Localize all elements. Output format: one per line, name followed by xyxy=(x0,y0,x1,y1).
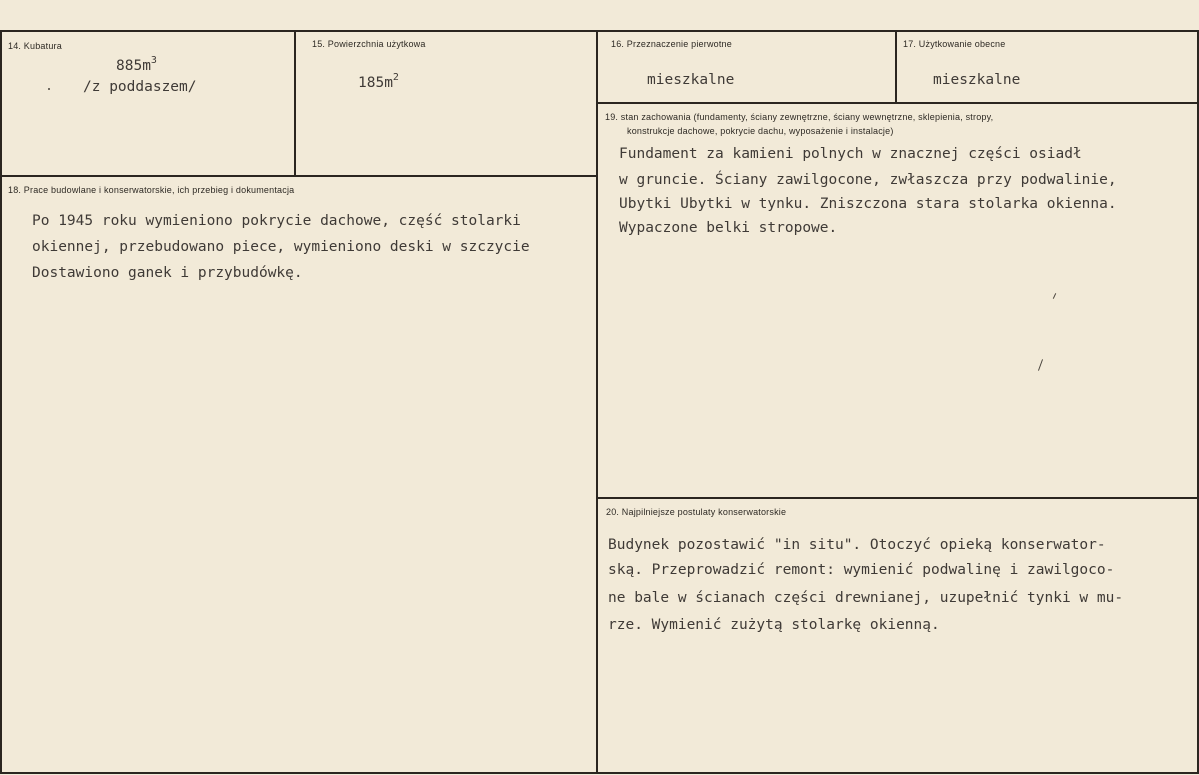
field-19-label-line-2: konstrukcje dachowe, pokrycie dachu, wyposażenie i instalacje) xyxy=(627,126,894,136)
field-14-note: /z poddaszem/ xyxy=(83,79,197,95)
field-20-label: 20. Najpilniejsze postulaty konserwatorskie xyxy=(606,507,787,517)
field-16-value: mieszkalne xyxy=(647,72,735,88)
field-15-value xyxy=(358,72,399,91)
field-18-line-3: Dostawiono ganek i przybudówkę. xyxy=(32,265,303,281)
field-14-value-main: 885m xyxy=(116,58,151,74)
field-14-value-exponent: 3 xyxy=(150,55,157,66)
stray-mark xyxy=(1038,359,1043,371)
field-15-label: 15. Powierzchnia użytkowa xyxy=(312,39,426,49)
field-17-value: mieszkalne xyxy=(933,72,1021,88)
stray-mark xyxy=(1053,293,1056,299)
field-18-line-1: Po 1945 roku wymieniono pokrycie dachowe, część stolarki xyxy=(32,213,521,229)
divider-row-16-19 xyxy=(597,102,1199,104)
field-14-label: 14. Kubatura xyxy=(8,41,62,51)
divider-row-19-20 xyxy=(597,497,1199,499)
divider-row-14-18 xyxy=(0,175,597,177)
left-border xyxy=(0,30,2,774)
field-19-line-2: w gruncie. Ściany zawilgocone, zwłaszcza przy podwalinie, xyxy=(619,172,1117,188)
field-19-label-line-1: 19. stan zachowania (fundamenty, ściany zewnętrzne, ściany wewnętrzne, sklepienia, stropy, xyxy=(605,112,994,122)
field-20-line-3: ne bale w ścianach części drewnianej, uzupełnić tynki w mu- xyxy=(608,590,1124,606)
field-15-value-exponent: 2 xyxy=(392,72,399,83)
field-15-value-main: 185m xyxy=(358,75,393,91)
field-20-line-4: rze. Wymienić zużytą stolarkę okienną. xyxy=(608,617,940,633)
stray-mark xyxy=(48,88,50,90)
field-19-line-1: Fundament za kamieni polnych w znacznej części osiadł xyxy=(619,146,1082,162)
field-18-line-2: okiennej, przebudowano piece, wymieniono deski w szczycie xyxy=(32,239,530,255)
divider-main xyxy=(596,31,598,774)
divider-16-17 xyxy=(895,31,897,103)
field-18-label: 18. Prace budowlane i konserwatorskie, ich przebieg i dokumentacja xyxy=(8,185,295,195)
field-16-label: 16. Przeznaczenie pierwotne xyxy=(611,39,732,49)
field-19-line-3: Ubytki Ubytki w tynku. Zniszczona stara stolarka okienna. xyxy=(619,196,1117,212)
field-20-line-1: Budynek pozostawić "in situ". Otoczyć opieką konserwator- xyxy=(608,537,1106,553)
field-20-line-2: ską. Przeprowadzić remont: wymienić podwalinę i zawilgoco- xyxy=(608,562,1115,578)
field-14-value xyxy=(116,55,157,74)
divider-14-15 xyxy=(294,31,296,176)
field-19-line-4: Wypaczone belki stropowe. xyxy=(619,220,838,236)
top-border xyxy=(0,30,1199,32)
field-17-label: 17. Użytkowanie obecne xyxy=(903,39,1006,49)
bottom-border xyxy=(0,772,1199,774)
